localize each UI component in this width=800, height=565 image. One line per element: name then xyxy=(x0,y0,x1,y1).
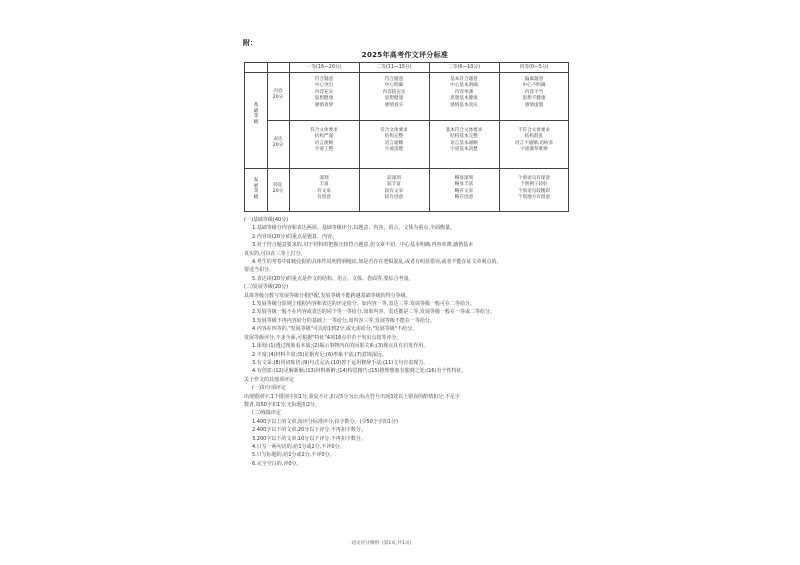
scoring-table xyxy=(244,62,569,212)
text-line: (一)扣分项评定 xyxy=(252,385,286,392)
text-line: 3.对于符合题意要求的,对于材料的把握且较符合题意,但文章不切、中心基本明确,内容单薄,感情基本 xyxy=(252,242,474,249)
table-cell: 基本符合题意 中心基本明确 内容单薄 思想基本健康 感情基本真实 xyxy=(450,77,478,108)
table-cell: 较深刻 较丰富 较有文采 较有创意 xyxy=(384,176,404,201)
text-line: 4.只写一两句话的,给1分或2分,不评0分。 xyxy=(252,443,345,450)
text-line: 4.内容在四等的,"发展等级"可以给1到2分,或无需给分,"发展等级"不给分。 xyxy=(252,326,418,333)
text-line: 1.基础等级分内容和表达两项。基础等级评分,以题意、内容、语言、文体为重点,全面衡量。 xyxy=(252,225,455,232)
text-line: 3.发展等级不再内容给分的基础上一等给分,如内容三等,发展等级不能在一等给分。 xyxy=(252,317,435,324)
body-text xyxy=(244,216,574,468)
text-line: (一)基础等级(40分) xyxy=(244,217,289,223)
text-line: 关于作文的其他项评定 xyxy=(244,376,295,383)
table-cell: 深刻 丰富 有文采 有创意 xyxy=(317,176,331,201)
document-title: 2025年高考作文评分标准 xyxy=(361,51,449,59)
col-header-4: 四等(0—5分) xyxy=(519,65,549,70)
table-cell: 略显深刻 略显丰富 略有文采 略有创意 xyxy=(454,176,474,201)
col-header-1: 一等(16—20分) xyxy=(306,65,342,70)
text-line: 5.只写标题的,给1分或2分,不评0分。 xyxy=(252,452,335,459)
text-line: (二)残篇评定 xyxy=(252,410,281,417)
text-line: 3.200字以下的文章,10分以下评分,不再扣字数分。 xyxy=(252,435,366,442)
row-label-content: 内容 20分 xyxy=(272,89,284,101)
text-line: 1.400字以上的文章,按评分标准评分,扣字数分。(少50个字扣1分) xyxy=(252,418,398,425)
row-label-feature: 特征 20分 xyxy=(272,183,284,195)
text-line: 2.丰富:(4)材料丰富;(5)论据充足;(6)形象丰富;(7)意境深远。 xyxy=(252,351,387,358)
table-cell: 符合文体要求 结构完整 语言通顺 字迹清楚 xyxy=(380,128,408,153)
table-cell: 个别语句有深意 个别例子较好 个别语句较精彩 个别地方有创意 xyxy=(517,176,551,201)
group-dev-label: 发展等级 xyxy=(253,178,259,200)
table-cell: 符合题意 中心明确 内容较充实 思想健康 感情真实 xyxy=(382,77,406,108)
text-line: 5.表达项(20分)的重点是作文的结构、语言、文体、卷面等,要综合考量。 xyxy=(252,275,414,282)
row-label-expression: 表达 20分 xyxy=(272,137,284,149)
text-line: 4.考生的考卷中即使论据的具体性说明得到地证,如是否存在逻辑混乱,或者有明显错误,或者不能在证文章观点的, xyxy=(252,259,499,266)
table-cell: 符合文体要求 结构严谨 语言流畅 字迹工整 xyxy=(310,128,338,153)
table-cell: 符合题意 中心突出 内容充实 思想健康 感情真挚 xyxy=(314,77,334,108)
group-basic-label: 基础等级 xyxy=(253,103,259,125)
text-line: 6.完全空白的,评0分。 xyxy=(252,460,302,467)
text-line: 2.发展等级一般不在内容或表达的同个等一等给分,如果内容、表达都是二等,发展等级一般在一等或二等给分。 xyxy=(252,309,495,316)
text-line: 2.400字以下的文章,20分以下评分,不再扣字数分。 xyxy=(252,427,366,434)
text-line: 真实的,可以在三等上打分。 xyxy=(244,250,306,257)
table-cell: 偏离题意 中心不明确 内容不当 思想不健康 感情虚假 xyxy=(522,77,546,108)
text-line: 1.发展等级分原则上根据内容和表达的评定给分。如内容一等,表达三等,发展等级一般可在二等给分。 xyxy=(252,301,475,308)
text-line: 2.内容项(20分)的重点是题意、内容。 xyxy=(252,233,338,240)
text-line: (二)发展等级(20分) xyxy=(244,284,289,291)
table-cell: 不符合文体要求 结构混乱 语言不通顺,语病多 字迹潦草难辨 xyxy=(514,128,554,153)
text-line: 1.深刻:(1)透过现象看本质;(2)揭示事物内在的因果关系;(3)观点具有启发作用。 xyxy=(252,343,429,350)
text-line: 发展等级评分,不求全面,可根据"特征"4项16点中若干突出点按等评分。 xyxy=(244,334,402,341)
text-line: 具体等级分数与发展等级分相匹配,发展等级不能跨越基础等级的得分等级。 xyxy=(244,292,411,299)
col-header-2: 二等(11—15分) xyxy=(376,65,412,70)
text-line: 出现错别字,1个错别字扣1分,重复不计,扣完5分为止;标点符号出现3处以上错误的酌情扣分;不足字 xyxy=(244,393,460,400)
text-line: 要适当扣分。 xyxy=(244,267,275,274)
text-line: 4.有创意:(12)见解新颖;(13)材料新鲜;(14)构思精巧;(15)推理想象有独到之处;(16)有个性特征。 xyxy=(252,368,467,375)
text-line: 数者,每50字扣1分;无标题扣2分。 xyxy=(244,401,320,408)
appendix-label: 附： xyxy=(243,39,257,47)
text-line: 3.有文采:(8)用词贴切;(9)句式灵活;(10)善于运用修辞手法;(11)文句有表现力。 xyxy=(252,359,429,366)
page-footer: ·语文评分细则· (第1页,共1页) xyxy=(350,541,412,546)
col-header-3: 三等(6—10分) xyxy=(447,65,481,70)
table-cell: 基本符合文体要求 结构基本完整 语言基本通顺 字迹基本清楚 xyxy=(445,128,483,153)
